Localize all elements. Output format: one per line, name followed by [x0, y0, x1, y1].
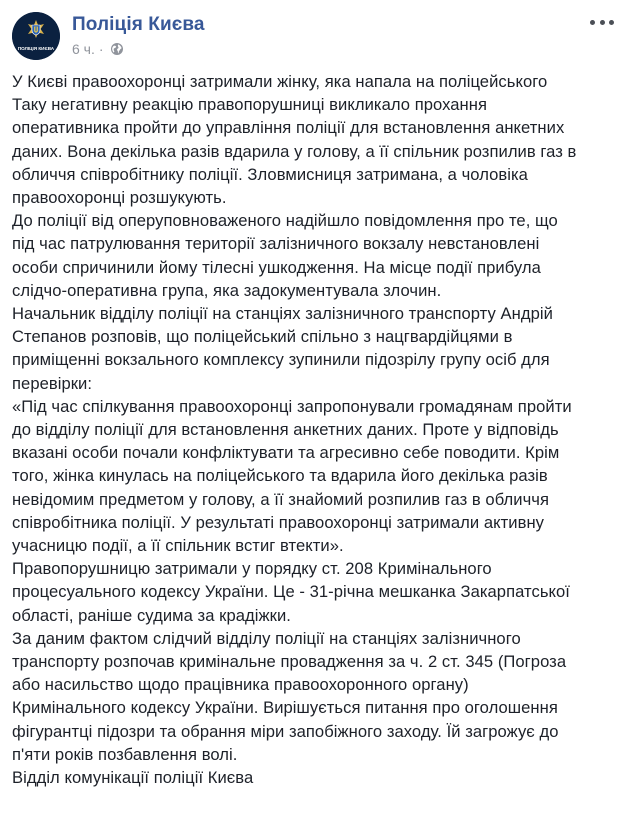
post-line: невідомим предметом у голову, а її знайомий розпилив газ в обличчя [12, 489, 549, 509]
police-badge-icon [12, 12, 60, 60]
post-line: фігурантці підозри та обрання міри запобіжного заходу. Їй загрожує до [12, 721, 559, 741]
post-time[interactable]: 6 ч. [72, 41, 95, 57]
post-line: слідчо-оперативна група, яка задокументувала злочин. [12, 280, 442, 300]
post-line: транспорту розпочав кримінальне провадження за ч. 2 ст. 345 (Погроза [12, 652, 567, 672]
author-name[interactable]: Поліція Києва [72, 14, 205, 35]
post-line: або насильство щодо працівника правоохоронного органу) [12, 675, 469, 695]
post-line: даних. Вона декілька разів вдарила у голову, а її спільник розпилив газ в [12, 141, 577, 161]
globe-icon[interactable] [110, 42, 124, 56]
avatar-text: ПОЛІЦІЯ КИЄВА [17, 46, 55, 51]
separator-dot: · [98, 41, 104, 57]
post-line: Кримінального кодексу України. Вирішується питання про оголошення [12, 698, 558, 718]
post-line: Начальник відділу поліції на станціях залізничного транспорту Андрій [12, 304, 553, 324]
post-line: приміщенні вокзального комплексу зупинили підозрілу групу осіб для [12, 350, 550, 370]
post-line: «Під час спілкування правоохоронці запропонували громадянам пройти [12, 396, 572, 416]
post-line: перевірки: [12, 373, 93, 393]
post-line: обличчя співробітнику поліції. Зловмисниця затримана, а чоловіка [12, 164, 528, 184]
post-line: Таку негативну реакцію правопорушниці викликало прохання [12, 95, 488, 115]
post-line: вказані особи почали конфліктувати та агресивно себе поводити. Крім [12, 443, 560, 463]
post-meta [72, 41, 124, 57]
post-line: п'яти років позбавлення волі. [12, 744, 238, 764]
post-line: Правопорушницю затримали у порядку ст. 208 Кримінального [12, 559, 492, 579]
more-options-icon[interactable] [590, 14, 614, 30]
post-line: Відділ комунікації поліції Києва [12, 768, 254, 788]
more-dot [600, 20, 605, 25]
post-line: до відділу поліції для встановлення анкетних даних. Проте у відповідь [12, 420, 559, 440]
post-line: учасницю події, а її спільник встиг втекти». [12, 536, 344, 556]
post-line: під час патрулювання території залізничного вокзалу невстановлені [12, 234, 540, 254]
post-line: правоохоронці розшукують. [12, 188, 227, 208]
post-line: За даним фактом слідчий відділу поліції на станціях залізничного [12, 628, 521, 648]
post-line: того, жінка кинулась на поліцейського та вдарила його декілька разів [12, 466, 548, 486]
post-line: оперативника пройти до управління поліції для встановлення анкетних [12, 118, 565, 138]
more-dot [590, 20, 595, 25]
post-line: Степанов розповів, що поліцейський спільно з нацгвардійцями в [12, 327, 513, 347]
avatar[interactable] [12, 12, 60, 60]
post-line: До поліції від оперуповноваженого надійшло повідомлення про те, що [12, 211, 558, 231]
post-line: У Києві правоохоронці затримали жінку, яка напала на поліцейського [12, 72, 548, 91]
post-line: області, раніше судима за крадіжки. [12, 605, 291, 625]
post-line: особи спричинили йому тілесні ушкодження. На місце події прибула [12, 257, 541, 277]
post-header [12, 12, 614, 62]
more-dot [609, 20, 614, 25]
post-body [12, 70, 616, 789]
post-line: співробітника поліції. У результаті правоохоронці затримали активну [12, 512, 545, 532]
post-line: процесуального кодексу України. Це - 31-річна мешканка Закарпатської [12, 582, 570, 602]
